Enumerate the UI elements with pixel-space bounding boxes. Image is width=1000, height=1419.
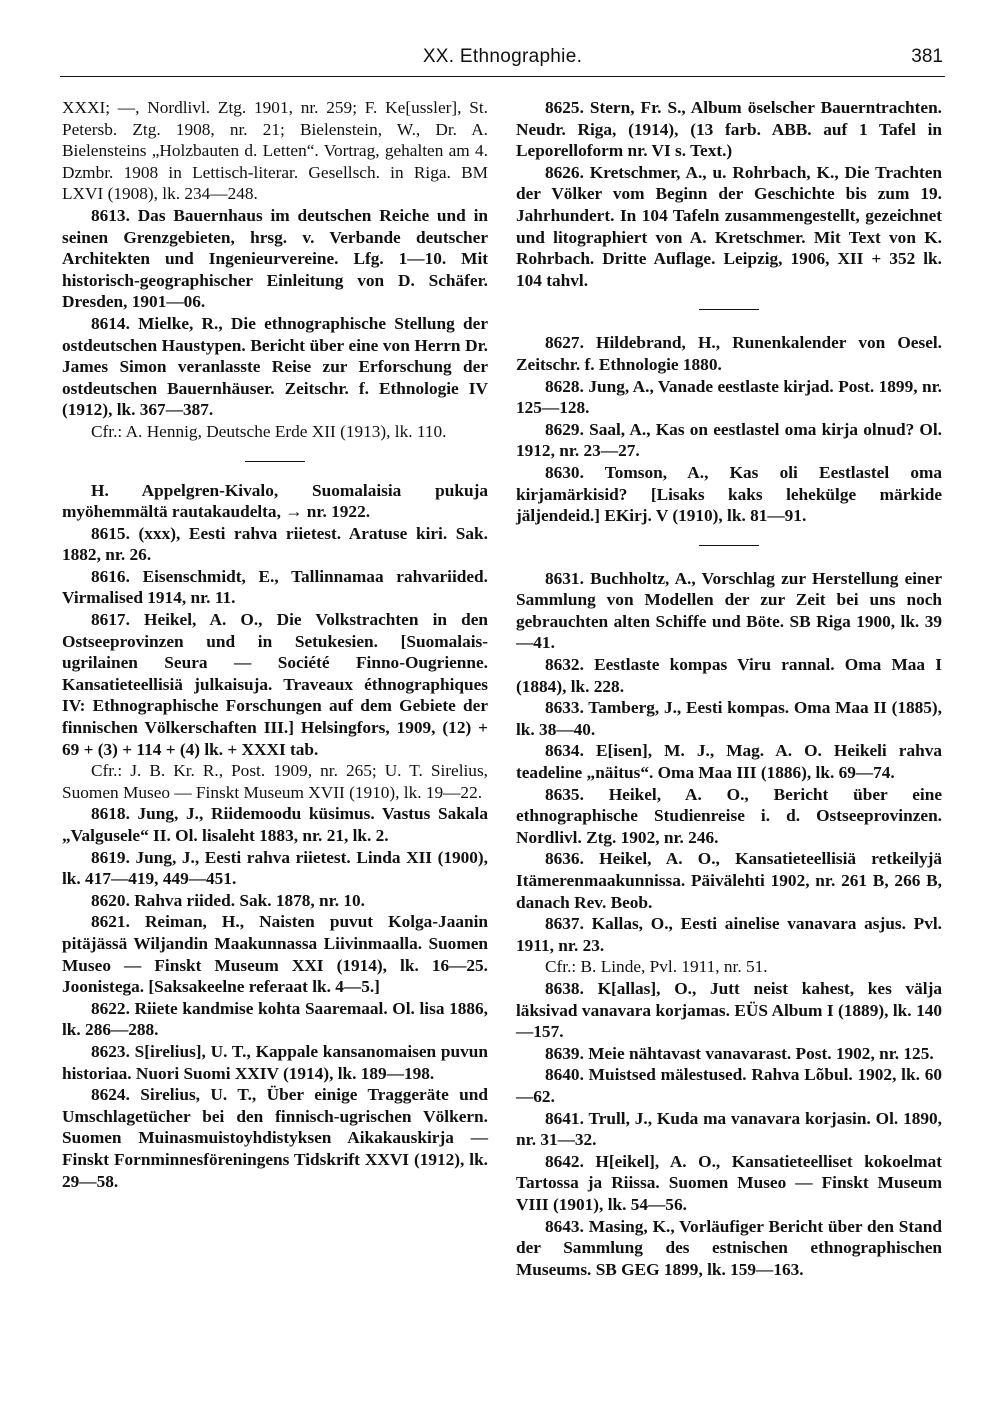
entry-8626: 8626. Kretschmer, A., u. Rohrbach, K., Die Trachten der Völker vom Beginn der Geschichte bis zum 19. Jahrhundert. In 104 Tafeln zusammengestellt, gezeichnet und litographiert von A. Kretschmer. Mit Text von K. Rohrbach. Dritte Auflage. Leipzig, 1906, XII + 352 lk. 104 tahvl.	[516, 162, 942, 290]
entry-8637: 8637. Kallas, O., Eesti ainelise vanavara asjus. Pvl. 1911, nr. 23.	[516, 914, 942, 955]
entry-8613: 8613. Das Bauernhaus im deutschen Reiche und in seinen Grenzgebieten, hrsg. v. Verbande deutscher Architekten und Ingenieurvereine. Lfg. 1—10. Mit historisch-geographischer Einleitung von D. Schäfer. Dresden, 1901—06.	[62, 205, 488, 312]
entry-8615: 8615. (xxx), Eesti rahva riietest. Aratuse kiri. Sak. 1882, nr. 26.	[62, 523, 488, 565]
entry-8637-cfr: Cfr.: B. Linde, Pvl. 1911, nr. 51.	[545, 957, 768, 977]
entry-8640: 8640. Muistsed mälestused. Rahva Lõbul. 1902, lk. 60—62.	[516, 1065, 942, 1106]
section-divider	[699, 545, 759, 546]
entry-8636: 8636. Heikel, A. O., Kansatieteellisiä retkeilyjä Itämerenmaakunnissa. Päivälehti 1902, nr. 261 B, 266 B, danach Rev. Beob.	[516, 849, 942, 912]
entry-8622: 8622. Riiete kandmise kohta Saaremaal. Ol. lisa 1886, lk. 286—288.	[62, 998, 488, 1040]
entry-8642: 8642. H[eikel], A. O., Kansatieteelliset kokoelmat Tartossa ja Riissa. Suomen Museo — Finskt Museum VIII (1901), lk. 54—56.	[516, 1151, 942, 1214]
entry-8630: 8630. Tomson, A., Kas oli Eestlastel oma kirjamärkisid? [Lisaks kaks lehekülge märkide jäljendeid.] EKirj. V (1910), lk. 81—91.	[516, 462, 942, 526]
page-header	[60, 40, 945, 77]
entry-8632: 8632. Eestlaste kompas Viru rannal. Oma Maa I (1884), lk. 228.	[516, 655, 942, 696]
entry-8643: 8643. Masing, K., Vorläufiger Bericht über den Stand der Sammlung des estnischen ethnographischen Museums. SB GEG 1899, lk. 159—163.	[516, 1216, 942, 1279]
entry-8620: 8620. Rahva riided. Sak. 1878, nr. 10.	[91, 890, 365, 910]
entry-8629: 8629. Saal, A., Kas on eestlastel oma kirja olnud? Ol. 1912, nr. 23—27.	[516, 419, 942, 461]
entry-8623: 8623. S[irelius], U. T., Kappale kansanomaisen puvun historiaa. Nuori Suomi XXIV (1914), lk. 189—198.	[62, 1041, 488, 1083]
section-divider	[699, 309, 759, 310]
entry-8621: 8621. Reiman, H., Naisten puvut Kolga-Jaanin pitäjässä Wiljandin Maakunnassa Liivinmaalla. Suomen Museo — Finskt Museum XXI (1914), lk. 16—25. Joonistega. [Saksakeelne referaat lk. 4—5.]	[62, 912, 488, 997]
right-column	[516, 97, 942, 1280]
entry-8619: 8619. Jung, J., Eesti rahva riietest. Linda XII (1900), lk. 417—419, 449—451.	[62, 847, 488, 889]
entry-8617-cfr: Cfr.: J. B. Kr. R., Post. 1909, nr. 265; U. T. Sirelius, Suomen Museo — Finskt Museum XVII (1910), lk. 19—22.	[62, 761, 488, 802]
entry-8641: 8641. Trull, J., Kuda ma vanavara korjasin. Ol. 1890, nr. 31—32.	[516, 1108, 942, 1150]
entry-8614: 8614. Mielke, R., Die ethnographische Stellung der ostdeutschen Haustypen. Bericht über eine von Herrn Dr. James Simon veranlasste Reise zur Erforschung der ostdeutschen Bauernhäuser. Zeitschr. f. Ethnologie IV (1912), lk. 367—387.	[62, 313, 488, 420]
page-number: 381	[911, 46, 943, 67]
entry-8633: 8633. Tamberg, J., Eesti kompas. Oma Maa II (1885), lk. 38—40.	[516, 698, 942, 739]
entry-8639: 8639. Meie nähtavast vanavarast. Post. 1902, nr. 125.	[545, 1043, 934, 1063]
entry-8634: 8634. E[isen], M. J., Mag. A. O. Heikeli rahva teadeline „näitus“. Oma Maa III (1886), lk. 69—74.	[516, 741, 942, 783]
entry-continuation: XXXI; —, Nordlivl. Ztg. 1901, nr. 259; F. Ke[ussler], St. Petersb. Ztg. 1908, nr. 21; Bielenstein, W., Dr. A. Bielensteins „Holzbauten d. Letten“. Vortrag, gehalten am 4. Dzmbr. 1908 in Lettisch-literar. Gesellsch. in Riga. BM LXVI (1908), lk. 234—248.	[62, 98, 488, 204]
entry-8617: 8617. Heikel, A. O., Die Volkstrachten in den Ostseeprovinzen und in Setukesien. [Suomalais-ugrilainen Seura — Société Finno-Ougrienne. Kansatieteellisiä julkaisuja. Traveaux éthnographiques IV: Ethnographische Forschungen auf dem Gebiete der finnischen Völkerschaften III.] Helsingfors, 1909, (12) + 69 + (3) + 114 + (4) lk. + XXXI tab.	[62, 610, 488, 759]
entry-8628: 8628. Jung, A., Vanade eestlaste kirjad. Post. 1899, nr. 125—128.	[516, 376, 942, 418]
entry-8638: 8638. K[allas], O., Jutt neist kahest, kes välja läksivad vanavara korjamas. EÜS Album I (1889), lk. 140—157.	[516, 978, 942, 1042]
entry-8618: 8618. Jung, J., Riidemoodu küsimus. Vastus Sakala „Valgusele“ II. Ol. lisaleht 1883, nr. 21, lk. 2.	[62, 804, 488, 845]
section-divider	[245, 461, 305, 462]
entry-8614-cfr: Cfr.: A. Hennig, Deutsche Erde XII (1913), lk. 110.	[91, 421, 447, 441]
entry-8625: 8625. Stern, Fr. S., Album öselscher Bauerntrachten. Neudr. Riga, (1914), (13 farb. ABB. auf 1 Tafel in Leporelloform nr. VI s. Text.)	[516, 98, 942, 161]
section-title: XX. Ethnographie.	[422, 46, 583, 67]
left-column	[62, 97, 488, 1192]
entry-8635: 8635. Heikel, A. O., Bericht über eine ethnographische Studienreise i. d. Ostseeprovinzen. Nordlivl. Ztg. 1902, nr. 246.	[516, 784, 942, 847]
entry-8616: 8616. Eisenschmidt, E., Tallinnamaa rahvariided. Virmalised 1914, nr. 11.	[62, 566, 488, 608]
entry-8627: 8627. Hildebrand, H., Runenkalender von Oesel. Zeitschr. f. Ethnologie 1880.	[516, 333, 942, 374]
entry-8631: 8631. Buchholtz, A., Vorschlag zur Herstellung einer Sammlung von Modellen der zur Zeit bei uns noch gebrauchten alten Schiffe und Böte. SB Riga 1900, lk. 39—41.	[516, 568, 942, 653]
entry-8624: 8624. Sirelius, U. T., Über einige Traggeräte und Umschlagetücher bei den finnisch-ugrischen Völkern. Suomen Muinasmuistoyhdistyksen Aikakauskirja — Finskt Fornminnesföreningens Tidskrift XXVI (1912), lk. 29—58.	[62, 1085, 488, 1191]
cross-reference-appelgren: H. Appelgren-Kivalo, Suomalaisia pukuja myöhemmältä rautakaudelta, → nr. 1922.	[62, 480, 488, 522]
